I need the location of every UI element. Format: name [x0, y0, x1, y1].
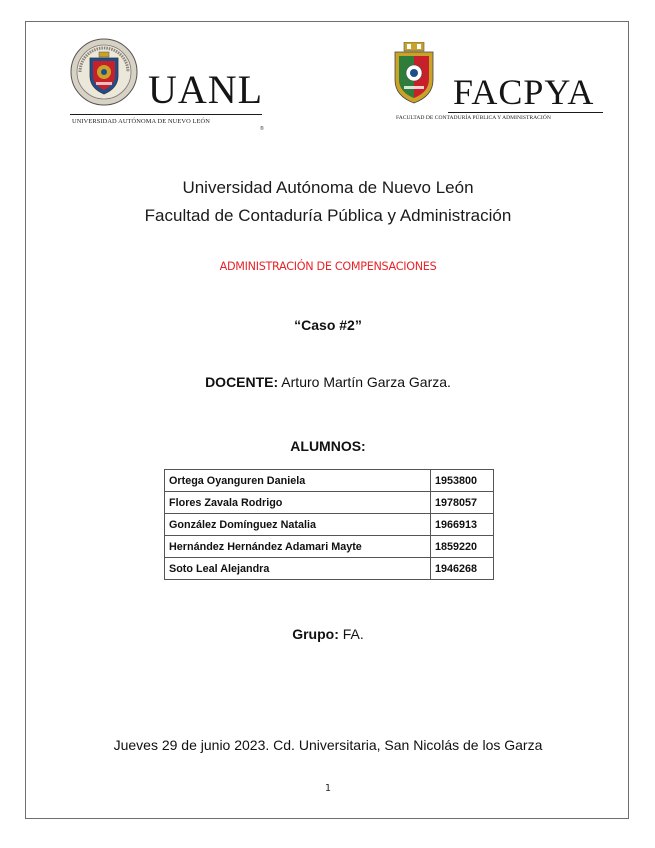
table-row	[165, 492, 494, 514]
grupo-line	[26, 626, 630, 642]
page-number: 1	[324, 783, 332, 794]
docente-line	[26, 374, 630, 390]
subject-title: ADMINISTRACIÓN DE COMPENSACIONES	[219, 260, 437, 273]
uanl-caption: UNIVERSIDAD AUTÓNOMA DE NUEVO LEÓN	[72, 118, 210, 125]
uanl-logo	[70, 38, 270, 132]
date-location-line: Jueves 29 de junio 2023. Cd. Universitaria, San Nicolás de los Garza	[113, 737, 543, 753]
student-name: Soto Leal Alejandra	[165, 558, 431, 580]
faculty-name: Facultad de Contaduría Pública y Administración	[144, 206, 512, 225]
student-id: 1859220	[431, 536, 494, 558]
student-name: Flores Zavala Rodrigo	[165, 492, 431, 514]
table-row	[165, 558, 494, 580]
facpya-crest-icon	[392, 42, 436, 104]
document-page	[25, 21, 629, 819]
student-id: 1953800	[431, 470, 494, 492]
docente-label: DOCENTE:	[205, 374, 279, 390]
table-row	[165, 514, 494, 536]
student-name: Ortega Oyanguren Daniela	[165, 470, 431, 492]
student-id: 1966913	[431, 514, 494, 536]
table-row	[165, 536, 494, 558]
student-id: 1946268	[431, 558, 494, 580]
facpya-caption: FACULTAD DE CONTADURÍA PÚBLICA Y ADMINISTRACIÓN	[396, 115, 551, 121]
facpya-logo	[392, 42, 607, 132]
docente-name: Arturo Martín Garza Garza.	[278, 374, 451, 390]
uanl-registered-mark: ®	[260, 126, 264, 132]
students-table	[164, 469, 494, 580]
alumnos-title: ALUMNOS:	[290, 438, 366, 454]
table-row	[165, 470, 494, 492]
grupo-label: Grupo:	[292, 626, 339, 642]
university-name: Universidad Autónoma de Nuevo León	[182, 178, 474, 197]
facpya-wordmark: FACPYA	[453, 72, 595, 112]
uanl-seal-icon	[70, 38, 138, 106]
grupo-value: FA.	[338, 626, 364, 642]
uanl-wordmark: UANL	[148, 67, 264, 112]
facpya-rule	[448, 112, 603, 113]
student-name: González Domínguez Natalia	[165, 514, 431, 536]
student-name: Hernández Hernández Adamari Mayte	[165, 536, 431, 558]
uanl-rule	[70, 114, 262, 115]
student-id: 1978057	[431, 492, 494, 514]
case-title: “Caso #2”	[294, 317, 362, 333]
